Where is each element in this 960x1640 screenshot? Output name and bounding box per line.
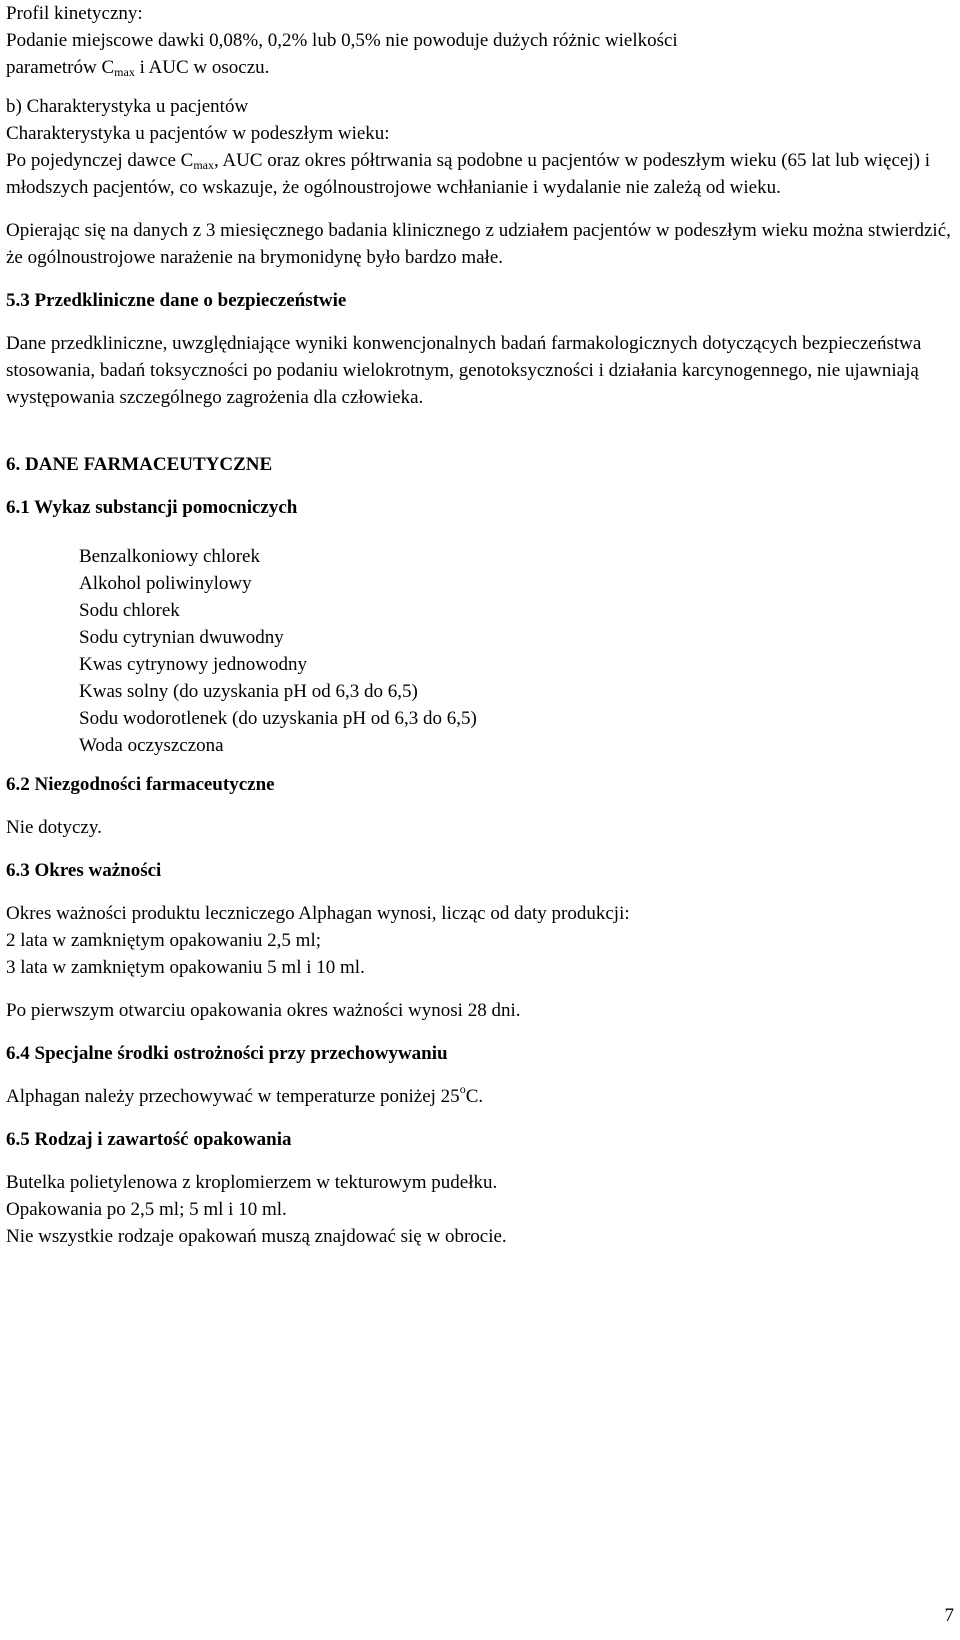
shelf-life-line1: Okres ważności produktu leczniczego Alphagan wynosi, licząc od daty produkcji: (6, 903, 630, 924)
list-item: Benzalkoniowy chlorek (79, 546, 260, 567)
list-item: Kwas cytrynowy jednowodny (79, 654, 307, 675)
cmax-subscript: max (114, 65, 135, 79)
elderly-p1-pre: Po pojedynczej dawce C (6, 150, 194, 171)
storage-text-pre: Alphagan należy przechowywać w temperaturze poniżej 25 (6, 1086, 460, 1107)
section-6-1-heading: 6.1 Wykaz substancji pomocniczych (6, 497, 298, 518)
elderly-paragraph-2: Opierając się na danych z 3 miesięcznego badania klinicznego z udziałem pacjentów w podeszłym wieku można stwierdzić, że ogólnoustrojowe narażenie na brymonidynę było bardzo małe. (6, 220, 951, 268)
shelf-life-after-opening: Po pierwszym otwarciu opakowania okres ważności wynosi 28 dni. (6, 1000, 521, 1021)
list-item: Sodu cytrynian dwuwodny (79, 627, 284, 648)
section-6-2-text: Nie dotyczy. (6, 817, 102, 838)
kinetic-profile-line2 (6, 54, 954, 81)
list-item: Kwas solny (do uzyskania pH od 6,3 do 6,5) (79, 681, 418, 702)
section-5-3-text: Dane przedkliniczne, uwzględniające wyniki konwencjonalnych badań farmakologicznych dotyczących bezpieczeństwa stosowania, badań toksyczności po podaniu wielokrotnym, genotoksyczności i działania karcynogennego, nie ujawniają występowania szczególnego zagrożenia dla człowieka. (6, 333, 922, 408)
shelf-life-line3: 3 lata w zamkniętym opakowaniu 5 ml i 10 ml. (6, 957, 365, 978)
storage-text-post: C. (465, 1086, 484, 1107)
elderly-paragraph-1 (6, 147, 954, 201)
section-6-heading: 6. DANE FARMACEUTYCZNE (6, 454, 273, 475)
kinetic-profile-line2-pre: parametrów C (6, 57, 115, 78)
excipients-list (6, 543, 954, 759)
kinetic-profile-line1: Podanie miejscowe dawki 0,08%, 0,2% lub 0,5% nie powoduje dużych różnic wielkości (6, 30, 678, 51)
list-item: Sodu chlorek (79, 600, 180, 621)
cmax-subscript: max (193, 158, 214, 172)
section-6-5-heading: 6.5 Rodzaj i zawartość opakowania (6, 1129, 292, 1150)
patients-heading: b) Charakterystyka u pacjentów (6, 96, 249, 117)
page-number: 7 (944, 1605, 954, 1626)
section-6-3-heading: 6.3 Okres ważności (6, 860, 162, 881)
section-6-4-heading: 6.4 Specjalne środki ostrożności przy przechowywaniu (6, 1043, 448, 1064)
list-item: Alkohol poliwinylowy (79, 573, 252, 594)
kinetic-profile-line2-post: i AUC w osoczu. (134, 57, 270, 78)
kinetic-profile-heading: Profil kinetyczny: (6, 3, 143, 24)
degree-symbol: o (459, 1082, 466, 1096)
container-line1: Butelka polietylenowa z kroplomierzem w tekturowym pudełku. (6, 1172, 498, 1193)
document-page (6, 0, 954, 1250)
list-item: Woda oczyszczona (79, 735, 224, 756)
section-5-3-heading: 5.3 Przedkliniczne dane o bezpieczeństwie (6, 290, 347, 311)
container-line3: Nie wszystkie rodzaje opakowań muszą znajdować się w obrocie. (6, 1226, 507, 1247)
section-6-2-heading: 6.2 Niezgodności farmaceutyczne (6, 774, 275, 795)
shelf-life-line2: 2 lata w zamkniętym opakowaniu 2,5 ml; (6, 930, 322, 951)
list-item: Sodu wodorotlenek (do uzyskania pH od 6,3 do 6,5) (79, 708, 477, 729)
elderly-p1-post: , AUC oraz okres półtrwania są podobne u pacjentów w podeszłym wieku (65 lat lub więcej) i młodszych pacjentów, co wskazuje, że ogólnoustrojowe wchłanianie i wydalanie nie zależą od wieku. (6, 150, 930, 198)
storage-text (6, 1083, 954, 1110)
container-line2: Opakowania po 2,5 ml; 5 ml i 10 ml. (6, 1199, 287, 1220)
elderly-subheading: Charakterystyka u pacjentów w podeszłym wieku: (6, 123, 390, 144)
